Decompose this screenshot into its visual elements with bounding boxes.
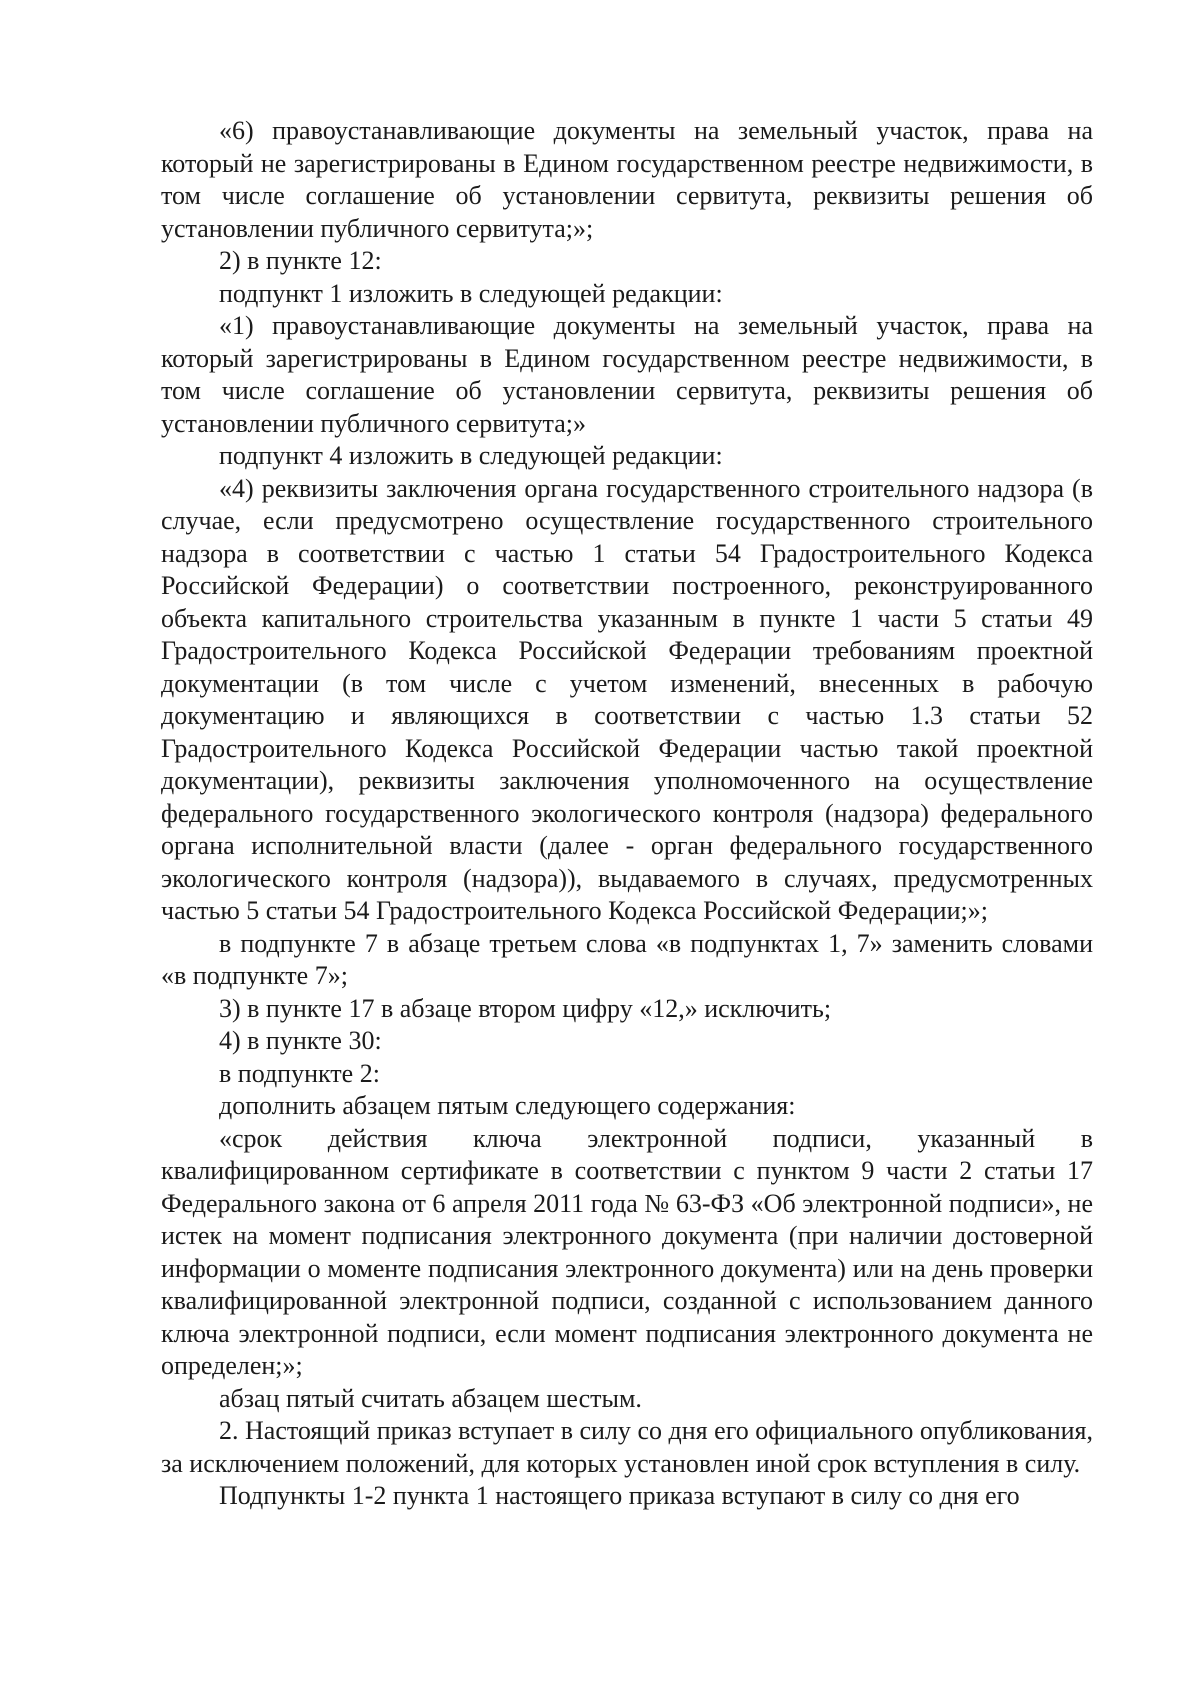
paragraph-subpoint-4-heading: подпункт 4 изложить в следующей редакции: <box>219 441 723 470</box>
paragraph-subpoint-1-heading: подпункт 1 изложить в следующей редакции: <box>219 278 723 308</box>
paragraph-item-4-quote: «4) реквизиты заключения органа государственного строительного надзора (в случае, если предусмотрено осуществление государственного строительного надзора в соответствии с частью 1 статьи 54 Градостроительного Кодекса Российской Федерации) о соответствии построенного, реконструированного объекта капитального строительства указанным в пункте 1 части 5 статьи 49 Градостроительного Кодекса Российской Федерации требованиям проектной документации (в том числе с учетом изменений, внесенных в рабочую документацию и являющихся в соответствии с частью 1.3 статьи 52 Градостроительного Кодекса Российской Федерации частью такой проектной документации), реквизиты заключения уполномоченного на осуществление федерального государственного экологического контроля (надзора) федерального органа исполнительной власти (далее - орган федерального государственного экологического контроля (надзора)), выдаваемого в случаях, предусмотренных частью 5 статьи 54 Градостроительного Кодекса Российской Федерации;»; <box>161 473 1093 925</box>
paragraph-subpoints-effect: Подпункты 1-2 пункта 1 настоящего приказа вступают в силу со дня его <box>219 1481 1020 1510</box>
paragraph-item-1-quote: «1) правоустанавливающие документы на земельный участок, права на который зарегистрированы в Едином государственном реестре недвижимости, в том числе соглашение об установлении сервитута, реквизиты решения об установлении публичного сервитута;» <box>161 311 1093 438</box>
paragraph-point-30: 4) в пункте 30: <box>219 1026 382 1055</box>
paragraph-point-17: 3) в пункте 17 в абзаце втором цифру «12,» исключить; <box>219 993 832 1023</box>
paragraph-fifth-to-sixth: абзац пятый считать абзацем шестым. <box>219 1383 642 1413</box>
paragraph-order-effect: 2. Настоящий приказ вступает в силу со дня его официального опубликования, за исключением положений, для которых установлен иной срок вступления в силу. <box>161 1416 1093 1478</box>
paragraph-item-6-quote: «6) правоустанавливающие документы на земельный участок, права на который не зарегистрированы в Едином государственном реестре недвижимости, в том числе соглашение об установлении сервитута, реквизиты решения об установлении публичного сервитута;»; <box>161 116 1093 243</box>
paragraph-point-12: 2) в пункте 12: <box>219 246 382 275</box>
paragraph-subpoint-2: в подпункте 2: <box>219 1058 380 1088</box>
document-body <box>161 115 1093 1513</box>
paragraph-add-fifth-abzac: дополнить абзацем пятым следующего содержания: <box>219 1091 796 1120</box>
paragraph-subpoint-7-amendment: в подпункте 7 в абзаце третьем слова «в подпунктах 1, 7» заменить словами «в подпункте 7»; <box>161 928 1093 990</box>
paragraph-signature-key-quote: «срок действия ключа электронной подписи, указанный в квалифицированном сертификате в соответствии с пунктом 9 части 2 статьи 17 Федерального закона от 6 апреля 2011 года № 63-ФЗ «Об электронной подписи», не истек на момент подписания электронного документа (при наличии достоверной информации о моменте подписания электронного документа) или на день проверки квалифицированной электронной подписи, созданной с использованием данного ключа электронной подписи, если момент подписания электронного документа не определен;»; <box>161 1123 1093 1380</box>
